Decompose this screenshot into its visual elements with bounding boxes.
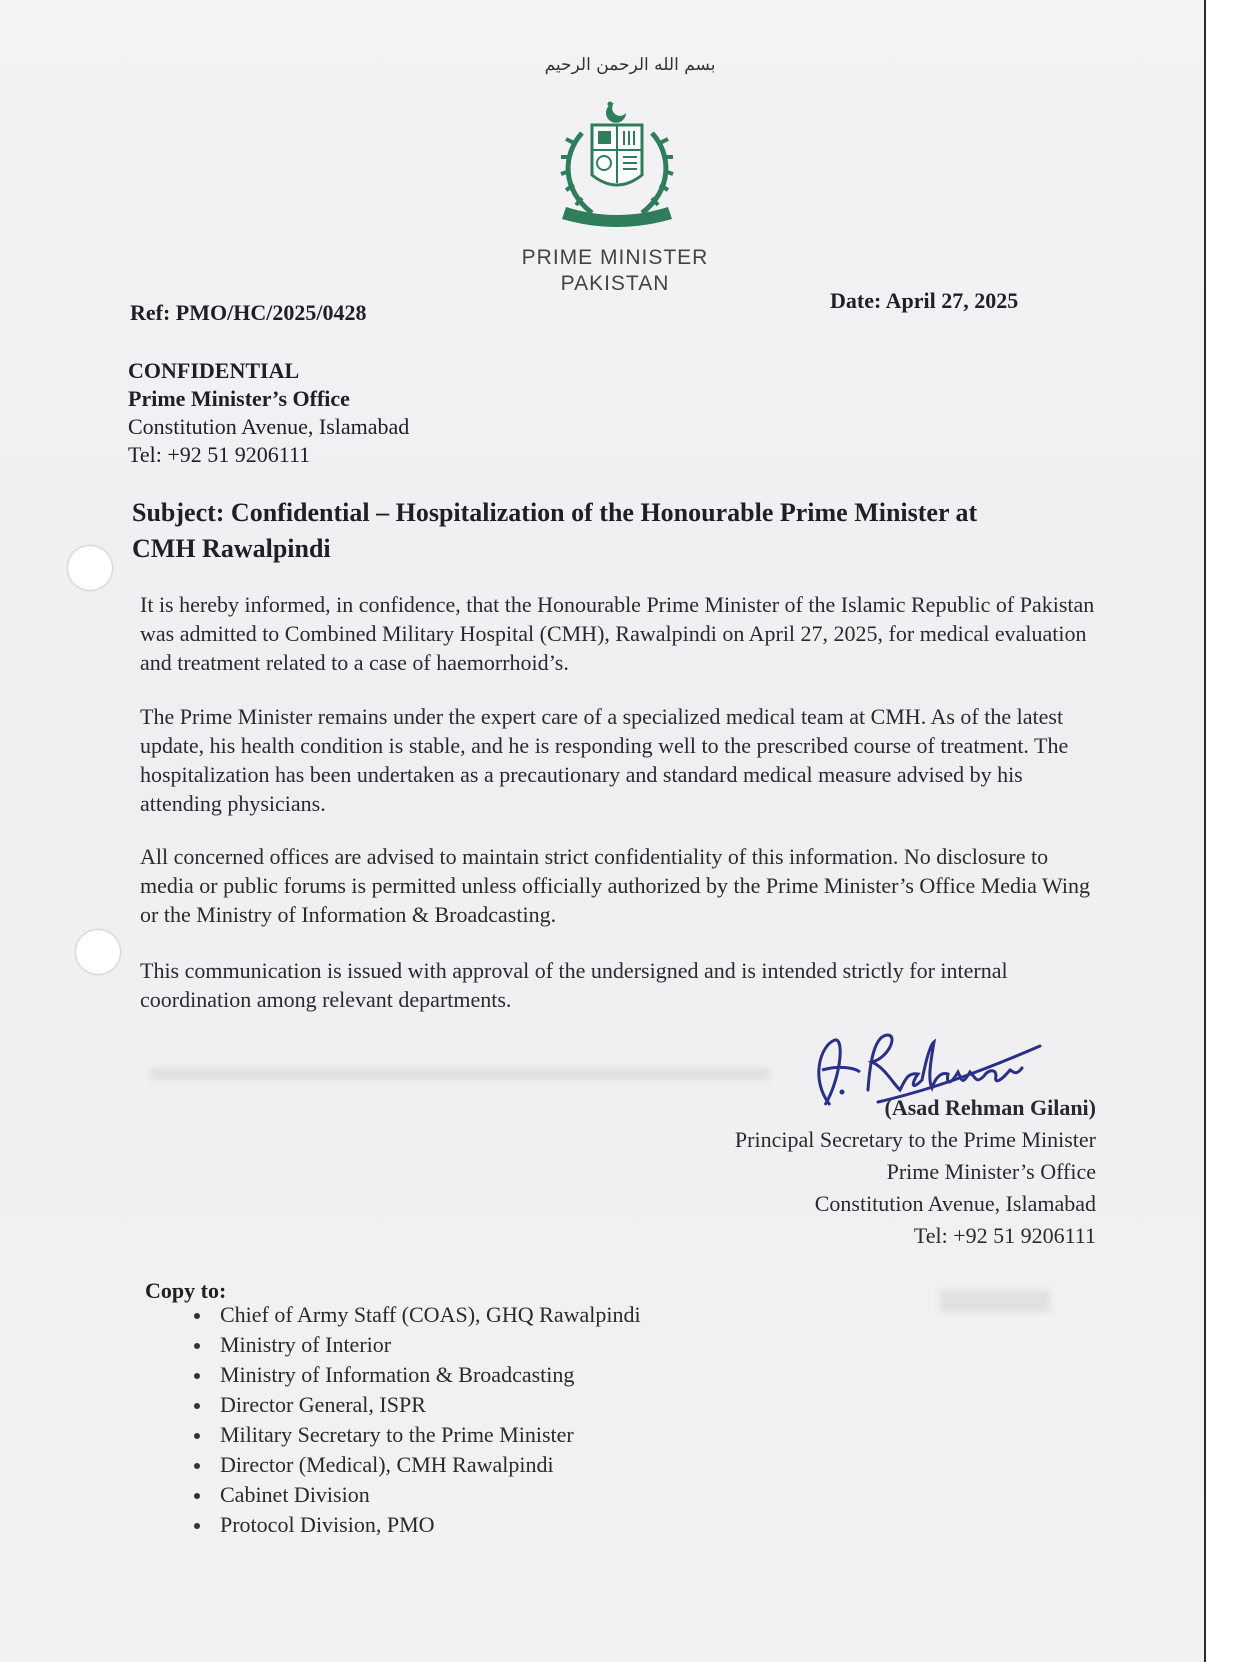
signatory-phone: Tel: +92 51 9206111 <box>913 1222 1096 1248</box>
bullet-icon <box>194 1313 200 1319</box>
signatory-block <box>735 1092 1096 1251</box>
list-item: Director (Medical), CMH Rawalpindi <box>180 1450 641 1480</box>
letter-date: Date: April 27, 2025 <box>830 288 1019 313</box>
page-edge <box>1204 0 1206 1662</box>
signatory-address: Constitution Avenue, Islamabad <box>814 1190 1096 1216</box>
sender-address: Constitution Avenue, Islamabad <box>128 414 410 439</box>
list-item: Chief of Army Staff (COAS), GHQ Rawalpindi <box>180 1300 641 1330</box>
paragraph-admission: It is hereby informed, in confidence, that the Honourable Prime Minister of the Islamic Republic of Pakistan was admitted to Combined Military Hospital (CMH), Rawalpindi on April 27, 2025, for medical evaluation and treatment related to a case of haemorrhoid’s. <box>140 592 1095 676</box>
subject-line-continued: CMH Rawalpindi <box>132 534 331 563</box>
letterhead-country: PAKISTAN <box>560 272 670 295</box>
bullet-icon <box>194 1343 200 1349</box>
reference-number: Ref: PMO/HC/2025/0428 <box>130 300 367 325</box>
sender-office: Prime Minister’s Office <box>128 386 350 411</box>
paragraph-condition: The Prime Minister remains under the expert care of a specialized medical team at CMH. As of the latest update, his health condition is stable, and he is responding well to the prescribed course of treatment. The hospitalization has been undertaken as a precautionary and standard medical measure advised by his attending physicians. <box>140 704 1069 817</box>
subject-line: Subject: Confidential – Hospitalization of the Honourable Prime Minister at <box>132 498 978 527</box>
bullet-icon <box>194 1493 200 1499</box>
signatory-name: (Asad Rehman Gilani) <box>884 1095 1096 1120</box>
copy-to-heading: Copy to: <box>145 1278 227 1303</box>
bullet-icon <box>194 1373 200 1379</box>
scan-smudge <box>150 1068 770 1080</box>
letterhead-title: PRIME MINISTER <box>521 246 709 269</box>
bullet-icon <box>194 1403 200 1409</box>
paragraph-confidentiality: All concerned offices are advised to maintain strict confidentiality of this information. No disclosure to media or public forums is permitted unless officially authorized by the Prime Minister’s Office Media Wing or the Ministry of Information & Broadcasting. <box>140 844 1091 928</box>
sender-phone: Tel: +92 51 9206111 <box>128 442 311 467</box>
bullet-icon <box>194 1523 200 1529</box>
list-item: Ministry of Information & Broadcasting <box>180 1360 641 1390</box>
bullet-icon <box>194 1433 200 1439</box>
list-item: Director General, ISPR <box>180 1390 641 1420</box>
scan-smudge <box>940 1290 1050 1312</box>
signatory-title: Principal Secretary to the Prime Minister <box>734 1126 1096 1152</box>
punch-hole-top <box>68 546 112 590</box>
list-item: Military Secretary to the Prime Minister <box>180 1420 641 1450</box>
copy-to-list <box>180 1300 641 1540</box>
state-emblem-icon <box>552 95 682 235</box>
bismillah-calligraphy: بسم الله الرحمن الرحيم <box>544 55 716 75</box>
list-item: Ministry of Interior <box>180 1330 641 1360</box>
punch-hole-bottom <box>76 930 120 974</box>
classification-label: CONFIDENTIAL <box>128 358 300 383</box>
paragraph-approval: This communication is issued with approval of the undersigned and is intended strictly for internal coordination among relevant departments. <box>140 958 1008 1013</box>
signatory-office: Prime Minister’s Office <box>886 1158 1096 1184</box>
bullet-icon <box>194 1463 200 1469</box>
list-item: Protocol Division, PMO <box>180 1510 641 1540</box>
list-item: Cabinet Division <box>180 1480 641 1510</box>
